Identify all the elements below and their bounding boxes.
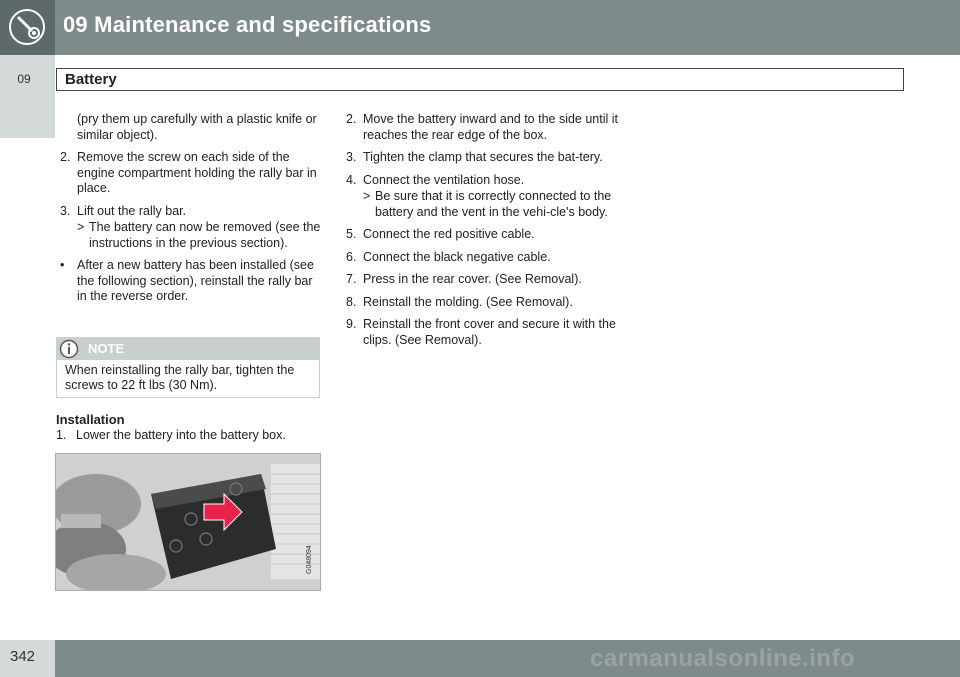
step-text: Tighten the clamp that secures the bat-tery.: [363, 150, 603, 164]
battery-photo: [55, 453, 321, 591]
step-number: 2.: [60, 150, 71, 164]
result-arrow: >: [77, 220, 85, 234]
bullet-icon: •: [60, 258, 65, 272]
step-2: [60, 150, 322, 197]
step-number: 8.: [346, 294, 357, 309]
step-number: 4.: [346, 172, 357, 187]
step-text: Lift out the rally bar.: [77, 203, 187, 218]
step-5: [346, 227, 618, 243]
battery-illustration: [56, 454, 321, 591]
chapter-tab: [0, 55, 55, 138]
step-4: [346, 173, 618, 221]
step-number: 3.: [346, 150, 357, 164]
installation-step-1: [56, 428, 326, 442]
step-number: 1.: [56, 428, 67, 442]
chapter-tab-label: 09: [17, 72, 31, 86]
step-text: Press in the rear cover. (See Removal).: [363, 272, 582, 286]
right-column: [346, 112, 618, 355]
step-result: [77, 220, 322, 251]
step-number: 5.: [346, 227, 357, 241]
info-icon: [59, 339, 79, 359]
step-text: Connect the black negative cable.: [363, 249, 551, 264]
step-number: 6.: [346, 249, 357, 264]
step-number: 2.: [346, 112, 357, 126]
step-text: Connect the red positive cable.: [363, 227, 535, 241]
note-box: [56, 337, 320, 398]
step-text: Remove the screw on each side of the engine compartment holding the rally bar in place.: [77, 150, 317, 195]
step-text: Lower the battery into the battery box.: [76, 428, 286, 442]
header-icon-box: [0, 0, 55, 55]
step-number: 9.: [346, 317, 357, 331]
step-text: Connect the ventilation hose.: [363, 172, 525, 187]
section-title: Battery: [65, 71, 117, 88]
step-result: [363, 189, 618, 220]
installation-heading: Installation: [56, 412, 125, 427]
step-text: Reinstall the front cover and secure it with the clips. (See Removal).: [363, 317, 616, 347]
step-number: 3.: [60, 203, 71, 218]
watermark: carmanualsonline.info: [590, 645, 856, 672]
step-2: [346, 112, 618, 143]
step-9: [346, 317, 618, 348]
bullet-item: [60, 258, 322, 305]
page-number: 342: [10, 648, 36, 665]
step-text: Move the battery inward and to the side until it reaches the rear edge of the box.: [363, 112, 619, 142]
section-header: [56, 68, 904, 91]
result-text: The battery can now be removed (see the instructions in the previous section).: [89, 220, 321, 250]
page-title: 09 Maintenance and specifications: [63, 12, 432, 37]
result-arrow: >: [363, 189, 371, 203]
result-text: Be sure that it is correctly connected to the battery and the vent in the vehi-cle's body.: [375, 189, 612, 219]
step-6: [346, 250, 618, 266]
step-8: [346, 295, 618, 311]
image-code: G048094: [306, 545, 313, 574]
note-text: When reinstalling the rally bar, tighten the screws to 22 ft lbs (30 Nm).: [65, 363, 295, 392]
step-text: Reinstall the molding. (See Removal).: [363, 294, 573, 309]
wrench-gear-icon: [0, 0, 55, 55]
step-7: [346, 272, 618, 288]
note-label: NOTE: [88, 341, 125, 356]
note-header: [57, 338, 319, 360]
step-3: [346, 150, 618, 166]
bullet-text: After a new battery has been installed (see the following section), reinstall the rally bar in the reverse order.: [77, 258, 314, 303]
step-3: [60, 204, 322, 252]
step-number: 7.: [346, 272, 357, 286]
left-column: [60, 112, 322, 312]
step-continuation: (pry them up carefully with a plastic knife or similar object).: [77, 112, 317, 142]
